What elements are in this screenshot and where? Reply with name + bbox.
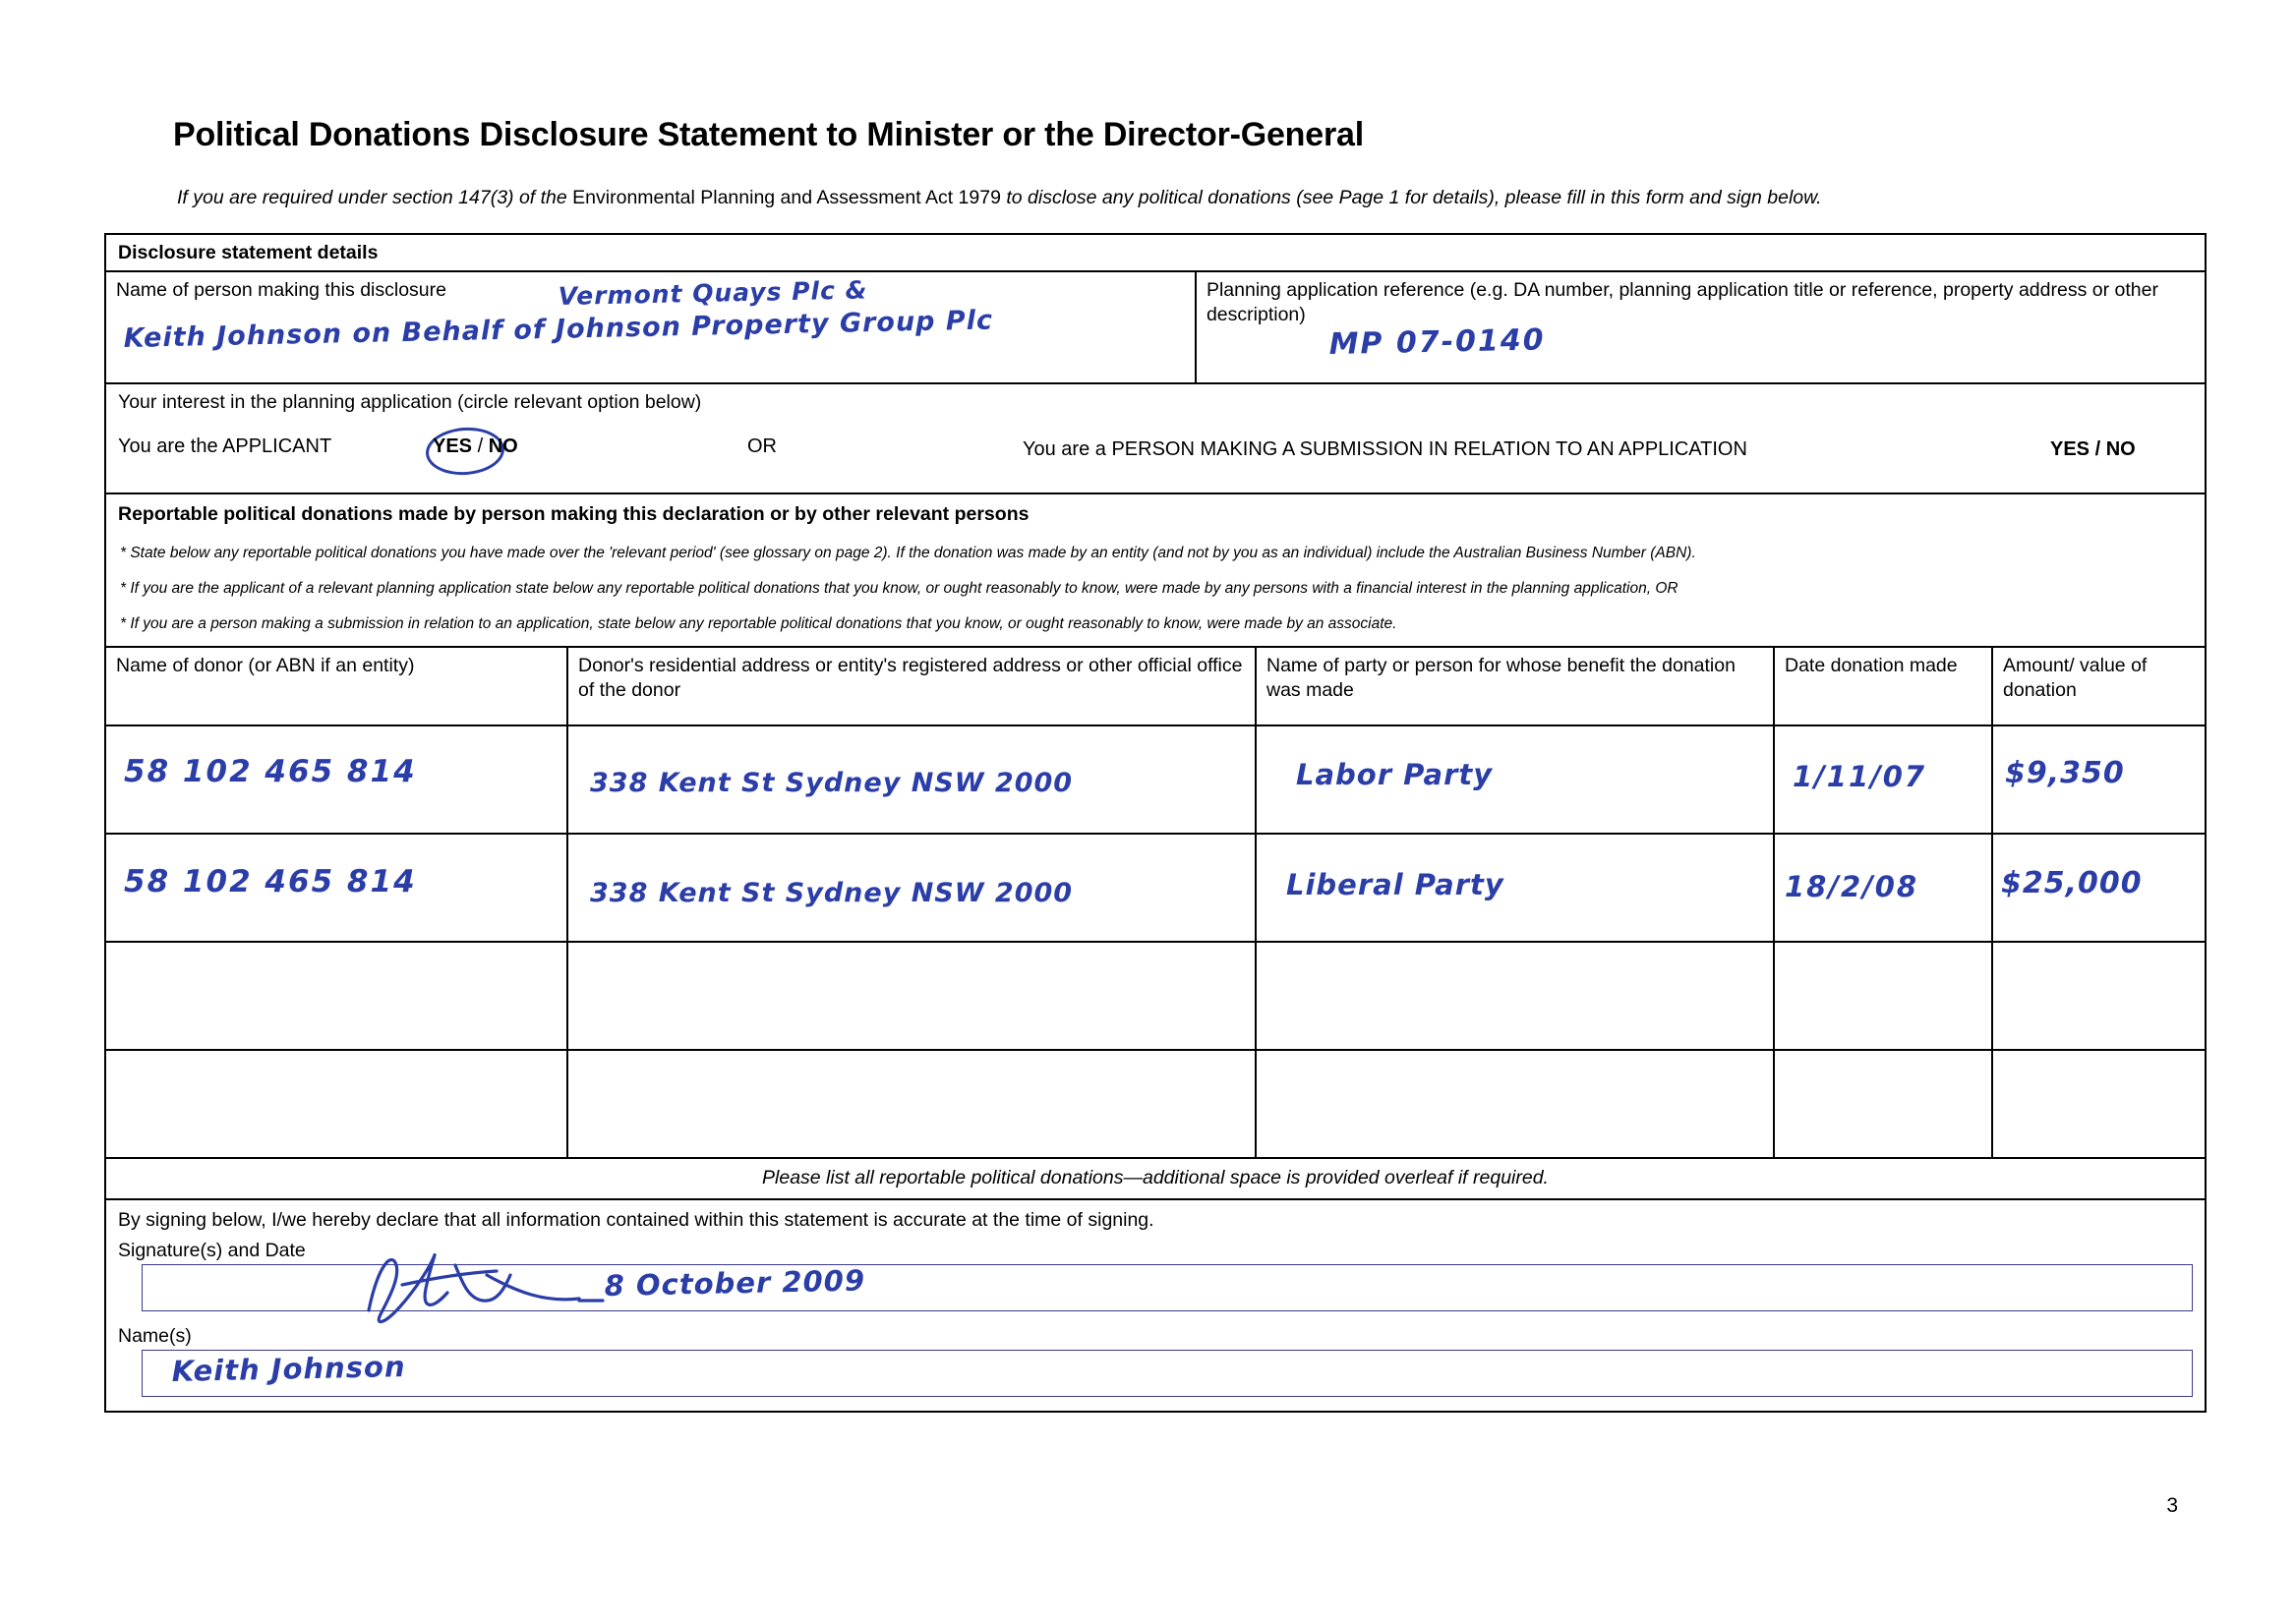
signature-label: Signature(s) and Date bbox=[118, 1240, 306, 1262]
table-row[interactable] bbox=[106, 725, 2205, 833]
submission-no[interactable]: NO bbox=[2105, 438, 2136, 460]
submission-yesno[interactable] bbox=[2050, 438, 2136, 461]
cell-amount[interactable] bbox=[1993, 833, 2205, 941]
table-header-row bbox=[106, 648, 2205, 725]
signature-row bbox=[106, 1200, 2205, 1411]
cell-donor[interactable] bbox=[106, 941, 568, 1049]
donor-value: 58 102 465 814 bbox=[124, 754, 417, 790]
interest-row bbox=[106, 384, 2205, 494]
disclosure-band bbox=[106, 235, 2205, 272]
header-date: Date donation made bbox=[1775, 648, 1993, 725]
header-address: Donor's residential address or entity's registered address or other official office of the donor bbox=[568, 648, 1257, 725]
cell-amount[interactable] bbox=[1993, 1049, 2205, 1157]
cell-party[interactable] bbox=[1257, 941, 1775, 1049]
submission-yes[interactable]: YES bbox=[2050, 438, 2090, 460]
party-value: Labor Party bbox=[1296, 758, 1494, 792]
reference-label: Planning application reference (e.g. DA number, planning application title or reference, property address or other description) bbox=[1206, 279, 2158, 325]
reportable-note-3: * If you are a person making a submission in relation to an application, state below any reportable political donations that you know, or ought reasonably to know, were made by an associate. bbox=[120, 615, 1397, 633]
cell-party[interactable] bbox=[1257, 833, 1775, 941]
signature-input[interactable] bbox=[142, 1264, 2193, 1311]
reportable-row bbox=[106, 494, 2205, 648]
cell-address[interactable] bbox=[568, 941, 1257, 1049]
cell-date[interactable] bbox=[1775, 725, 1993, 833]
cell-party[interactable] bbox=[1257, 725, 1775, 833]
table-footer-note: Please list all reportable political donations—additional space is provided overleaf if required. bbox=[106, 1157, 2205, 1198]
name-reference-row bbox=[106, 272, 2205, 384]
date-value: 1/11/07 bbox=[1793, 760, 1927, 794]
applicant-yesno[interactable] bbox=[433, 435, 518, 458]
date-value: 18/2/08 bbox=[1785, 870, 1919, 904]
declaration-text: By signing below, I/we hereby declare that all information contained within this statement is accurate at the time of signing. bbox=[118, 1209, 1154, 1232]
name-label: Name of person making this disclosure bbox=[116, 279, 446, 301]
reference-value: MP 07-0140 bbox=[1328, 322, 1546, 362]
address-value: 338 Kent St Sydney NSW 2000 bbox=[590, 878, 1074, 909]
donations-table bbox=[106, 648, 2205, 1198]
cell-amount[interactable] bbox=[1993, 725, 2205, 833]
applicant-yes[interactable]: YES bbox=[433, 435, 473, 457]
or-label: OR bbox=[747, 435, 777, 457]
donor-value: 58 102 465 814 bbox=[124, 864, 417, 900]
page-title: Political Donations Disclosure Statement to Minister or the Director-General bbox=[173, 116, 1364, 153]
submission-separator: / bbox=[2094, 438, 2101, 460]
cell-date[interactable] bbox=[1775, 1049, 1993, 1157]
reportable-note-1: * State below any reportable political donations you have made over the 'relevant period' (see glossary on page 2). If the donation was made by an entity (and not by you as an individual) include the Australian Business Number (ABN). bbox=[120, 545, 1696, 561]
intro-text bbox=[177, 187, 2045, 209]
interest-instruction: Your interest in the planning application (circle relevant option below) bbox=[118, 391, 702, 413]
name-value-line2: Keith Johnson on Behalf of Johnson Property Group Plc bbox=[123, 305, 994, 354]
reportable-band-label: Reportable political donations made by person making this declaration or by other relevant persons bbox=[118, 503, 1030, 525]
name-value-line1: Vermont Quays Plc & bbox=[558, 275, 868, 311]
header-amount: Amount/ value of donation bbox=[2003, 655, 2148, 701]
reportable-note-2: * If you are the applicant of a relevant planning application state below any reportable political donations that you know, or ought reasonably to know, were made by any persons with a financial interest in the planning application, OR bbox=[120, 580, 1678, 598]
table-row[interactable] bbox=[106, 833, 2205, 941]
cell-amount[interactable] bbox=[1993, 941, 2205, 1049]
header-party: Name of party or person for whose benefit the donation was made bbox=[1257, 648, 1775, 725]
cell-donor[interactable] bbox=[106, 1049, 568, 1157]
submission-label: You are a PERSON MAKING A SUBMISSION IN RELATION TO AN APPLICATION bbox=[1023, 438, 1747, 460]
header-donor: Name of donor (or ABN if an entity) bbox=[106, 648, 568, 725]
table-row[interactable] bbox=[106, 941, 2205, 1049]
intro-post: to disclose any political donations (see Page 1 for details), please fill in this form and sign below. bbox=[1000, 187, 1822, 208]
applicant-no[interactable]: NO bbox=[488, 435, 518, 457]
cell-date[interactable] bbox=[1775, 941, 1993, 1049]
address-value: 338 Kent St Sydney NSW 2000 bbox=[590, 768, 1074, 799]
interest-cell bbox=[106, 384, 2205, 493]
names-value: Keith Johnson bbox=[171, 1350, 406, 1389]
names-input[interactable] bbox=[142, 1350, 2193, 1397]
table-row[interactable] bbox=[106, 1049, 2205, 1157]
disclosure-form bbox=[104, 233, 2207, 1413]
cell-date[interactable] bbox=[1775, 833, 1993, 941]
cell-donor[interactable] bbox=[106, 725, 568, 833]
applicant-separator: / bbox=[477, 435, 484, 457]
page-number: 3 bbox=[2166, 1494, 2178, 1517]
donations-table-row bbox=[106, 648, 2205, 1200]
cell-donor[interactable] bbox=[106, 833, 568, 941]
names-label: Name(s) bbox=[118, 1325, 192, 1348]
applicant-label: You are the APPLICANT bbox=[118, 435, 332, 457]
signature-date-value: 8 October 2009 bbox=[604, 1263, 866, 1304]
intro-pre: If you are required under section 147(3) of the bbox=[177, 187, 573, 208]
cell-address[interactable] bbox=[568, 833, 1257, 941]
intro-regulation: Environmental Planning and Assessment Act 1979 bbox=[572, 187, 1001, 208]
cell-party[interactable] bbox=[1257, 1049, 1775, 1157]
reference-cell[interactable] bbox=[1197, 272, 2205, 382]
cell-address[interactable] bbox=[568, 725, 1257, 833]
amount-value: $9,350 bbox=[2005, 756, 2125, 791]
cell-address[interactable] bbox=[568, 1049, 1257, 1157]
amount-value: $25,000 bbox=[2001, 866, 2143, 901]
reportable-cell bbox=[106, 494, 2205, 646]
party-value: Liberal Party bbox=[1286, 868, 1504, 902]
disclosure-band-label: Disclosure statement details bbox=[118, 242, 379, 263]
name-cell[interactable] bbox=[106, 272, 1197, 382]
signature-cell bbox=[106, 1200, 2205, 1411]
